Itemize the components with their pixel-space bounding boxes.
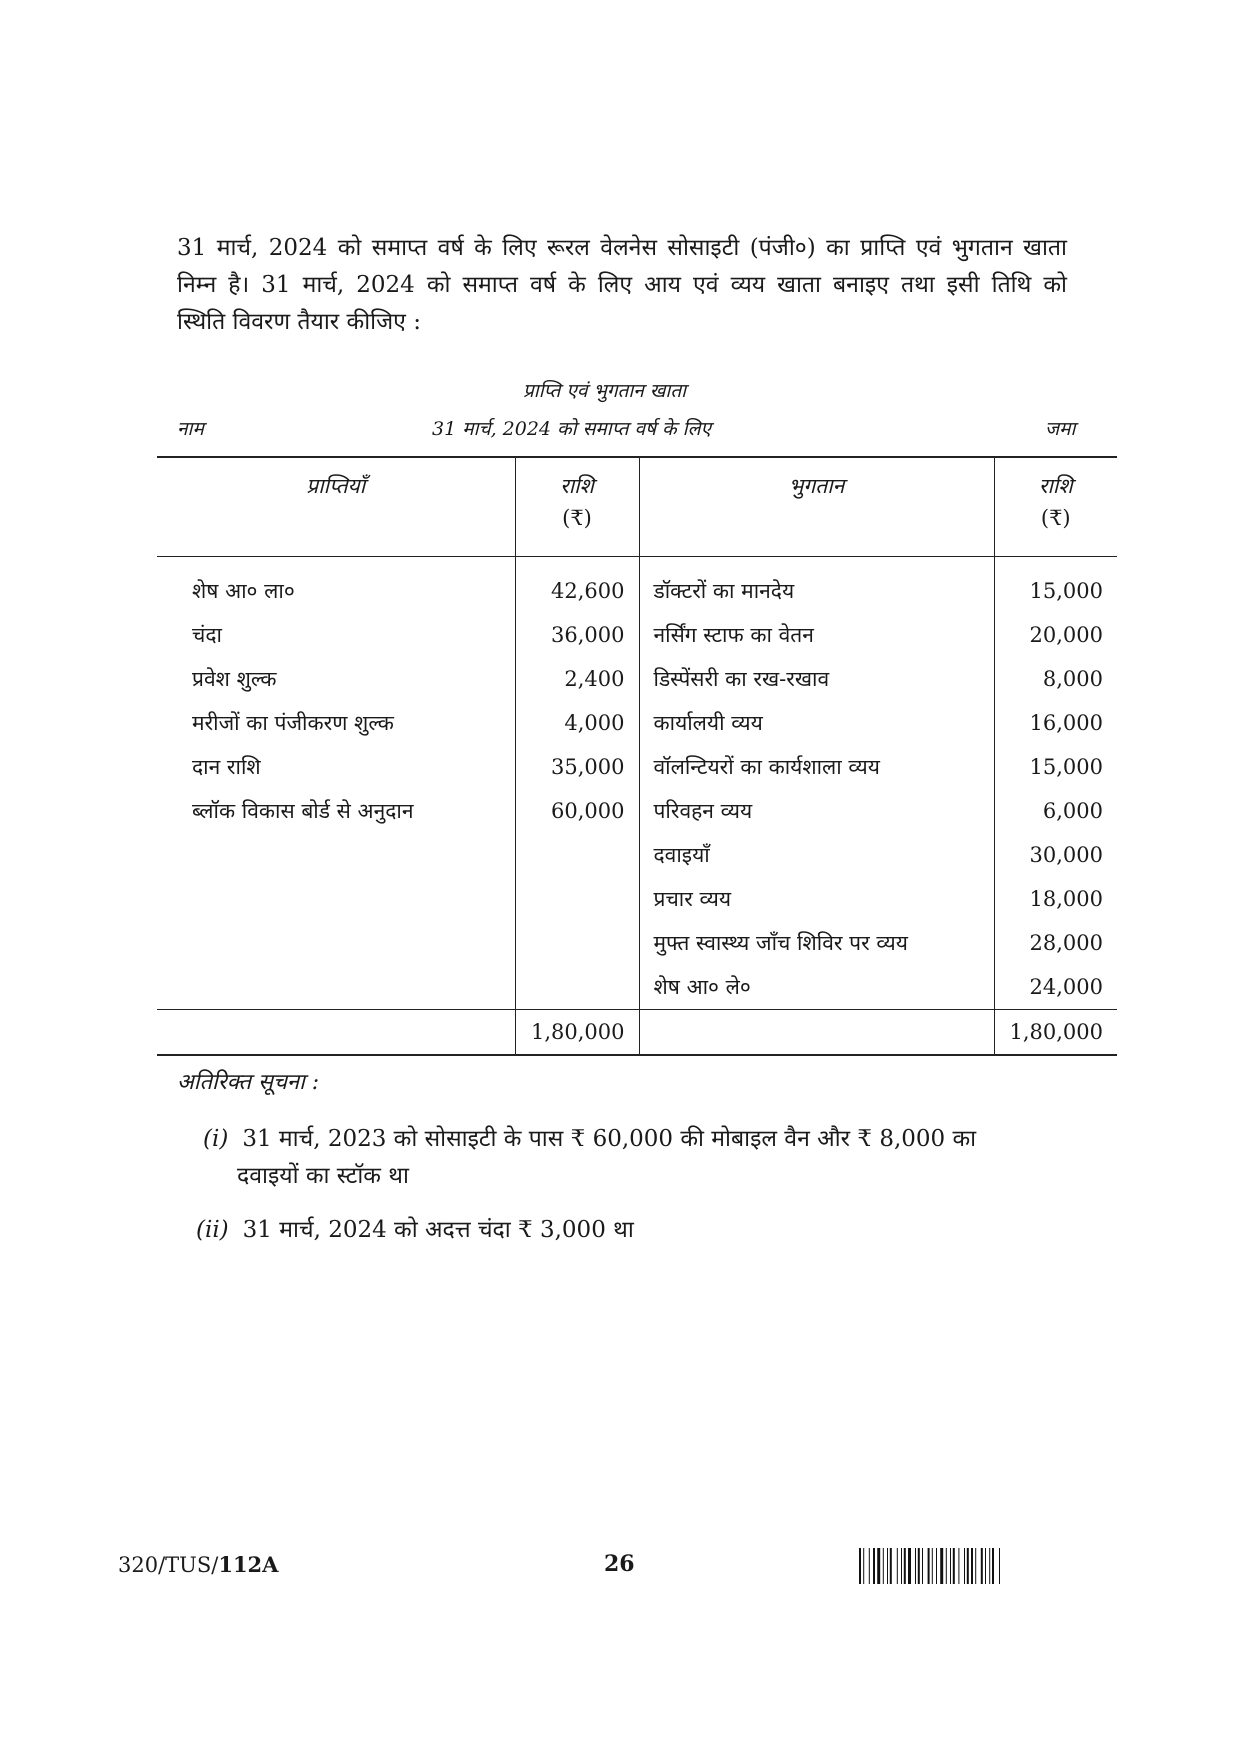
payment-amount: 16,000 bbox=[994, 701, 1117, 745]
receipt-amount: 2,400 bbox=[515, 657, 639, 701]
payment-amount: 15,000 bbox=[994, 557, 1117, 614]
payment-item: कार्यालयी व्यय bbox=[653, 711, 763, 735]
table-row bbox=[157, 789, 1117, 833]
receipt-item: दान राशि bbox=[192, 755, 261, 779]
question-line: स्थिति विवरण तैयार कीजिए : bbox=[177, 309, 421, 335]
table-row bbox=[157, 657, 1117, 701]
receipt-item: प्रवेश शुल्क bbox=[192, 667, 277, 691]
receipts-header: प्राप्तियाँ bbox=[157, 457, 515, 557]
payment-item: डॉक्टरों का मानदेय bbox=[653, 579, 795, 603]
additional-info-title: अतिरिक्त सूचना : bbox=[177, 1070, 320, 1095]
receipt-item: ब्लॉक विकास बोर्ड से अनुदान bbox=[192, 799, 414, 823]
receipts-payments-table bbox=[157, 456, 1117, 1056]
table-row bbox=[157, 745, 1117, 789]
payment-item: नर्सिंग स्टाफ का वेतन bbox=[653, 623, 814, 647]
payment-item: मुफ्त स्वास्थ्य जाँच शिविर पर व्यय bbox=[653, 931, 908, 955]
question-text bbox=[177, 230, 1067, 341]
total-receipts: 1,80,000 bbox=[515, 1010, 639, 1056]
payment-amount: 18,000 bbox=[994, 877, 1117, 921]
totals-row bbox=[157, 1010, 1117, 1056]
table-row bbox=[157, 833, 1117, 877]
page-number: 26 bbox=[604, 1551, 635, 1577]
account-title: प्राप्ति एवं भुगतान खाता bbox=[523, 380, 687, 402]
item-number: (ii) bbox=[196, 1217, 229, 1243]
receipt-amount bbox=[515, 921, 639, 965]
receipt-amount: 60,000 bbox=[515, 789, 639, 833]
payment-amount-header: राशि (₹) bbox=[994, 457, 1117, 557]
question-line: निम्न है। 31 मार्च, 2024 को समाप्त वर्ष के लिए आय एवं व्यय खाता बनाइए तथा इसी तिथि को bbox=[177, 272, 1067, 298]
payment-amount: 8,000 bbox=[994, 657, 1117, 701]
payment-amount: 6,000 bbox=[994, 789, 1117, 833]
item-text: 31 मार्च, 2023 को सोसाइटी के पास ₹ 60,000 की मोबाइल वैन और ₹ 8,000 का bbox=[242, 1126, 977, 1152]
receipt-item bbox=[157, 921, 515, 965]
receipt-amount bbox=[515, 833, 639, 877]
payment-item: परिवहन व्यय bbox=[653, 799, 753, 823]
receipt-item bbox=[157, 877, 515, 921]
table-row bbox=[157, 557, 1117, 614]
payment-amount: 28,000 bbox=[994, 921, 1117, 965]
item-number: (i) bbox=[203, 1126, 229, 1152]
receipt-amount: 36,000 bbox=[515, 613, 639, 657]
table-row bbox=[157, 965, 1117, 1010]
receipt-item: चंदा bbox=[192, 623, 222, 647]
additional-item bbox=[203, 1121, 976, 1195]
table-row bbox=[157, 613, 1117, 657]
item-text: 31 मार्च, 2024 को अदत्त चंदा ₹ 3,000 था bbox=[242, 1217, 634, 1243]
payment-amount: 24,000 bbox=[994, 965, 1117, 1010]
payment-item: शेष आ० ले० bbox=[653, 975, 751, 999]
receipt-amount bbox=[515, 877, 639, 921]
paper-code: 320/TUS/112A bbox=[118, 1552, 279, 1577]
total-payments: 1,80,000 bbox=[994, 1010, 1117, 1056]
table-row bbox=[157, 921, 1117, 965]
table-header-row bbox=[157, 457, 1117, 557]
payment-amount: 20,000 bbox=[994, 613, 1117, 657]
question-line: 31 मार्च, 2024 को समाप्त वर्ष के लिए रूरल वेलनेस सोसाइटी (पंजी०) का प्राप्ति एवं भुगतान खाता bbox=[177, 235, 1067, 261]
table-row bbox=[157, 701, 1117, 745]
payment-item: प्रचार व्यय bbox=[653, 887, 732, 911]
receipt-amount: 42,600 bbox=[515, 557, 639, 614]
payment-item: डिस्पेंसरी का रख-रखाव bbox=[653, 667, 830, 691]
receipt-amount: 35,000 bbox=[515, 745, 639, 789]
additional-item bbox=[196, 1212, 634, 1249]
debit-label: नाम bbox=[177, 418, 204, 440]
receipt-item: शेष आ० ला० bbox=[192, 579, 295, 603]
period-label: 31 मार्च, 2024 को समाप्त वर्ष के लिए bbox=[432, 418, 711, 440]
payment-amount: 15,000 bbox=[994, 745, 1117, 789]
payment-item: वॉलन्टियरों का कार्यशाला व्यय bbox=[653, 755, 880, 779]
credit-label: जमा bbox=[1045, 418, 1076, 440]
receipt-item bbox=[157, 965, 515, 1010]
receipt-amount-header: राशि (₹) bbox=[515, 457, 639, 557]
receipt-amount: 4,000 bbox=[515, 701, 639, 745]
receipt-item: मरीजों का पंजीकरण शुल्क bbox=[192, 711, 394, 735]
payment-amount: 30,000 bbox=[994, 833, 1117, 877]
receipt-item bbox=[157, 833, 515, 877]
payment-item: दवाइयाँ bbox=[653, 843, 710, 867]
receipt-amount bbox=[515, 965, 639, 1010]
item-text: दवाइयों का स्टॉक था bbox=[237, 1163, 409, 1189]
barcode bbox=[859, 1548, 1119, 1584]
table-row bbox=[157, 877, 1117, 921]
payments-header: भुगतान bbox=[639, 457, 994, 557]
